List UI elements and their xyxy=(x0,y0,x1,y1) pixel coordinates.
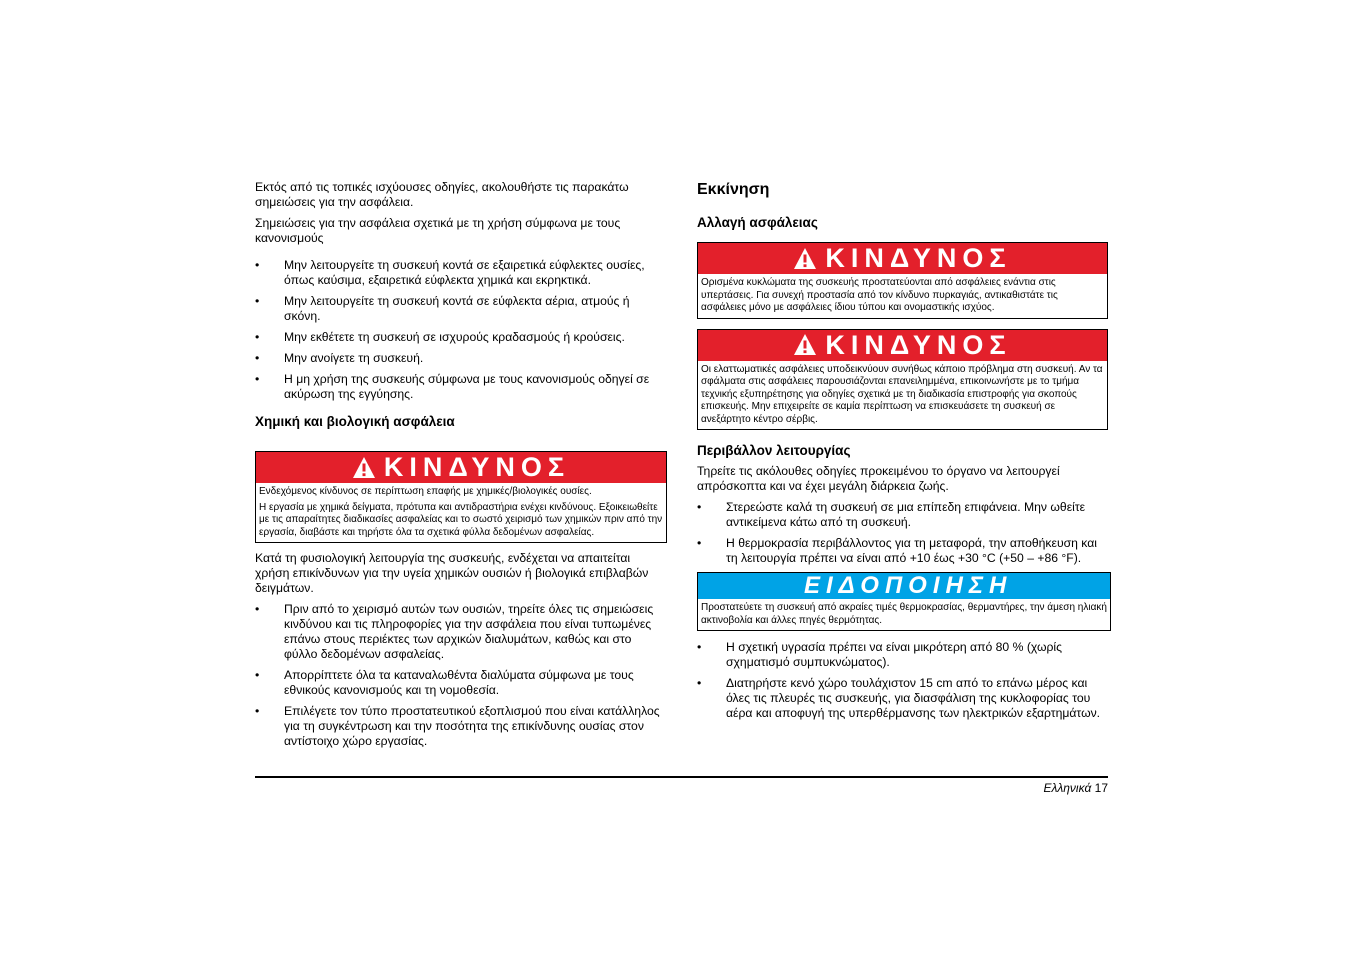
left-column xyxy=(255,180,667,755)
list-item: • Πριν από το χειρισμό αυτών των ουσιών, τηρείτε όλες τις σημειώσεις κινδύνου και τις πληροφορίες για την ασφάλεια που είναι τυπωμένες επάνω στους περιέκτες των αρχικών διαλυμάτων, καθώς και στο φύλλο δεδομένων ασφαλείας. xyxy=(255,602,667,662)
danger-body xyxy=(256,483,666,542)
list-item: • Διατηρήστε κενό χώρο τουλάχιστον 15 cm από το επάνω μέρος και όλες τις πλευρές τις συσκευής, για διασφάλιση της κυκλοφορίας του αέρα και αποφυγή της υπερθέρμανσης των ηλεκτρικών εξαρτημάτων. xyxy=(697,676,1111,721)
danger-label: ΚΙΝΔΥΝΟΣ xyxy=(825,243,1012,273)
environment-paragraph: Τηρείτε τις ακόλουθες οδηγίες προκειμένου το όργανο να λειτουργεί απρόσκοπτα και να έχει μεγάλη διάρκεια ζωής. xyxy=(697,464,1060,493)
danger-body xyxy=(698,274,1107,318)
page-footer xyxy=(255,781,1108,795)
list-item: • Η μη χρήση της συσκευής σύμφωνα με τους κανονισμούς οδηγεί σε ακύρωση της εγγύησης. xyxy=(255,372,667,402)
list-item: • Μην λειτουργείτε τη συσκευή κοντά σε εξαιρετικά εύφλεκτες ουσίες, όπως καύσιμα, εξαιρετικά εύφλεκτα χημικά και εκρηκτικά. xyxy=(255,258,667,288)
danger-text: Ορισμένα κυκλώματα της συσκευής προστατεύονται από ασφάλειες ενάντια στις υπερτάσεις. Για συνεχή προστασία από τον κίνδυνο πυρκαγιάς, αντικαθιστάτε τις ασφάλειες μόνο με ασφάλειες ίδιου τύπου και ονομαστικής ισχύος. xyxy=(701,277,1058,313)
section-heading: Εκκίνηση xyxy=(697,181,770,198)
list-item: • Μην λειτουργείτε τη συσκευή κοντά σε εύφλεκτα αέρια, ατμούς ή σκόνη. xyxy=(255,294,667,324)
environment-list xyxy=(697,500,1111,566)
warning-triangle-icon xyxy=(793,247,817,271)
chemical-paragraph: Κατά τη φυσιολογική λειτουργία της συσκευής, ενδέχεται να απαιτείται χρήση επικίνδυνων για την υγεία χημικών ουσιών ή βιολογικά επιβλαβών δειγμάτων. xyxy=(255,551,649,595)
notice-header xyxy=(698,573,1110,599)
danger-body xyxy=(698,361,1107,430)
list-item: • Η θερμοκρασία περιβάλλοντος για τη μεταφορά, την αποθήκευση και τη λειτουργία πρέπει να είναι από +10 έως +30 °C (+50 – +86 °F). xyxy=(697,536,1111,566)
danger-box-fuse-2 xyxy=(697,329,1108,431)
warning-triangle-icon xyxy=(793,333,817,357)
footer-language: Ελληνικά xyxy=(1043,781,1092,795)
chemical-list xyxy=(255,602,667,749)
list-item: • Στερεώστε καλά τη συσκευή σε μια επίπεδη επιφάνεια. Μην ωθείτε αντικείμενα κάτω από τη συσκευή. xyxy=(697,500,1111,530)
right-column xyxy=(697,180,1111,727)
list-item: • Απορρίπτετε όλα τα καταναλωθέντα διαλύματα σύμφωνα με τους εθνικούς κανονισμούς και τη νομοθεσία. xyxy=(255,668,667,698)
environment-list-2 xyxy=(697,640,1111,721)
chemical-safety-heading: Χημική και βιολογική ασφάλεια xyxy=(255,414,455,429)
danger-label: ΚΙΝΔΥΝΟΣ xyxy=(383,452,571,482)
list-item: • Μην εκθέτετε τη συσκευή σε ισχυρούς κραδασμούς ή κρούσεις. xyxy=(255,330,667,345)
intro-paragraph: Εκτός από τις τοπικές ισχύουσες οδηγίες, ακολουθήστε τις παρακάτω σημειώσεις για την ασφάλεια. xyxy=(255,180,629,209)
page-number: 17 xyxy=(1094,781,1108,795)
list-item: • Επιλέγετε τον τύπο προστατευτικού εξοπλισμού που είναι κατάλληλος για τη συγκέντρωση και την ποσότητα της επικίνδυνης ουσίας στον αντίστοιχο χώρο εργασίας. xyxy=(255,704,667,749)
danger-box-fuse-1 xyxy=(697,242,1108,319)
danger-header xyxy=(256,452,666,483)
regulation-notes-paragraph: Σημειώσεις για την ασφάλεια σχετικά με τη χρήση σύμφωνα με τους κανονισμούς xyxy=(255,216,621,245)
danger-header xyxy=(698,330,1107,361)
list-item: • Μην ανοίγετε τη συσκευή. xyxy=(255,351,667,366)
footer-rule xyxy=(255,776,1108,778)
danger-header xyxy=(698,243,1107,274)
danger-text: Η εργασία με χημικά δείγματα, πρότυπα και αντιδραστήρια ενέχει κινδύνους. Εξοικειωθείτε με τις απαραίτητες διαδικασίες ασφαλείας και το σωστό χειρισμό των χημικών πριν από την εργασία, διαβάστε και τηρήστε όλα τα σχετικά φύλλα δεδομένων ασφαλείας. xyxy=(259,501,663,538)
safety-list xyxy=(255,258,667,402)
danger-text: Ενδεχόμενος κίνδυνος σε περίπτωση επαφής με χημικές/βιολογικές ουσίες. xyxy=(259,486,592,497)
notice-label: ΕΙΔΟΠΟΙΗΣΗ xyxy=(804,572,1013,599)
notice-box xyxy=(697,572,1111,631)
notice-body xyxy=(698,599,1110,630)
notice-text: Προστατεύετε τη συσκευή από ακραίες τιμές θερμοκρασίας, θερμαντήρες, την άμεση ηλιακή ακτινοβολία και άλλες πηγές θερμότητας. xyxy=(701,602,1107,626)
danger-box-chemical xyxy=(255,451,667,543)
fuse-change-heading: Αλλαγή ασφάλειας xyxy=(697,215,818,230)
list-item: • Η σχετική υγρασία πρέπει να είναι μικρότερη από 80 % (χωρίς σχηματισμό συμπυκνώματος). xyxy=(697,640,1111,670)
warning-triangle-icon xyxy=(352,456,376,480)
environment-heading: Περιβάλλον λειτουργίας xyxy=(697,443,851,458)
danger-label: ΚΙΝΔΥΝΟΣ xyxy=(825,329,1012,360)
danger-text: Οι ελαττωματικές ασφάλειες υποδεικνύουν συνήθως κάποιο πρόβλημα στη συσκευή. Αν τα σφάλματα στις ασφάλειες παρουσιάζονται επανειλημμένα, επικοινωνήστε με το τμήμα τεχνικής εξυπηρέτησης για οδηγίες σχετικά με τη διαδικασία επιστροφής για σκοπούς επισκευής. Μην επιχειρείτε σε καμία περίπτωση να επισκευάσετε τη συσκευή σε ανεξάρτητο κέντρο σέρβις. xyxy=(701,363,1103,425)
